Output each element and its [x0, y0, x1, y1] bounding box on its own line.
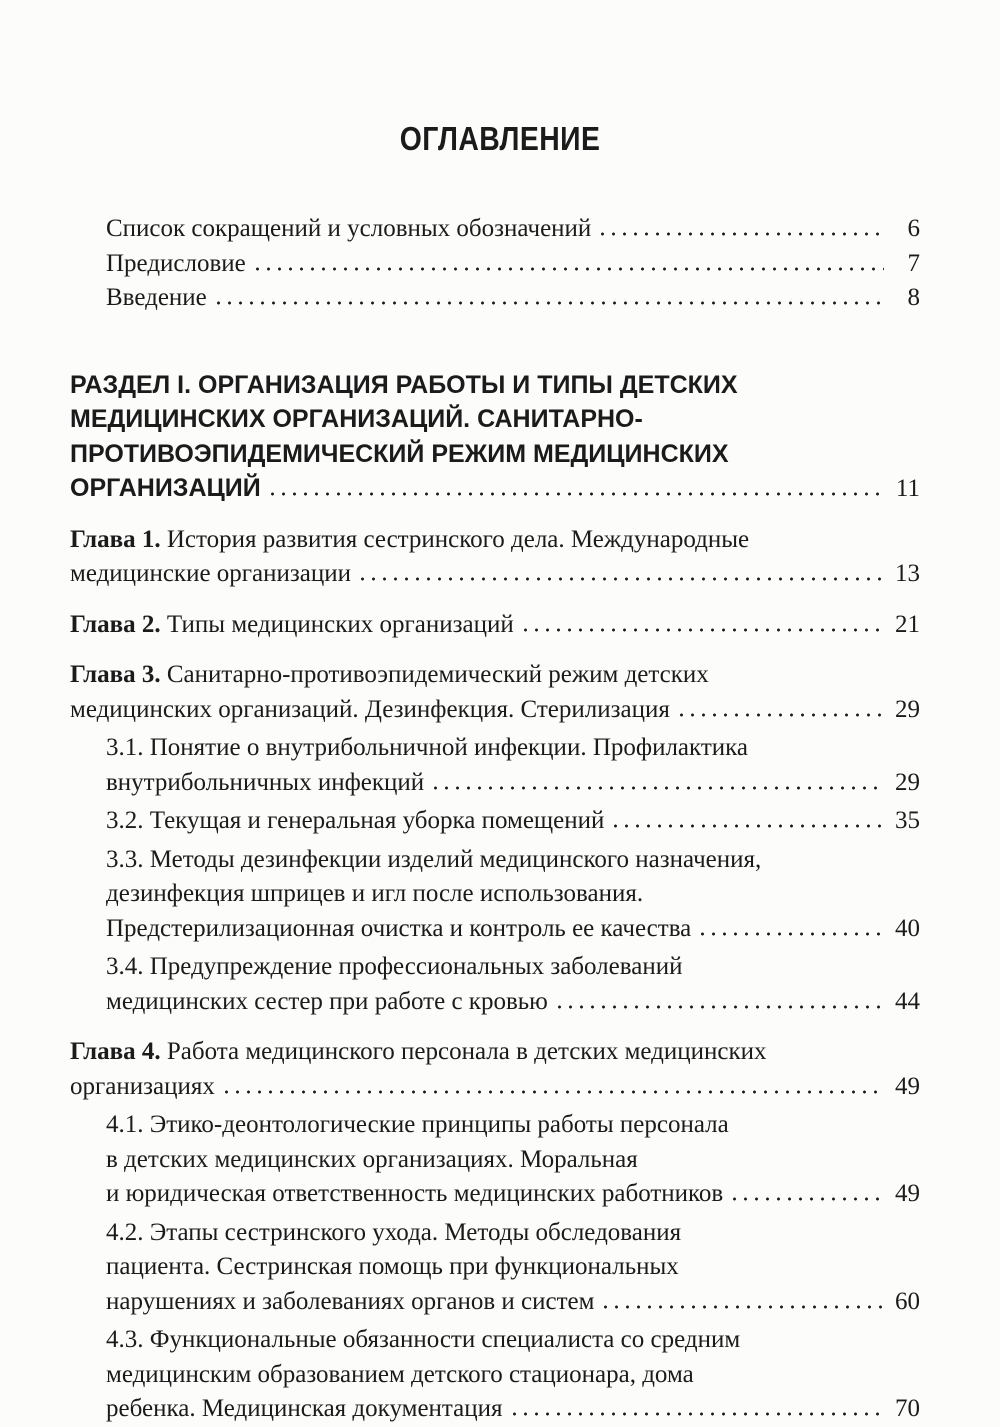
- page-number: 44: [895, 987, 920, 1015]
- chapter-label: Глава 2.: [70, 610, 161, 638]
- page-number: 35: [895, 807, 920, 834]
- toc-entry-text: пациента. Сестринская помощь при функциональных: [106, 1253, 679, 1280]
- leader-dots: [729, 1177, 884, 1201]
- toc-subsection-3-4[interactable]: [70, 950, 920, 1019]
- chapter-label: Глава 4.: [70, 1038, 161, 1065]
- leader-dots: [600, 1285, 884, 1309]
- leader-dots: [520, 608, 884, 632]
- leader-dots: [267, 472, 884, 496]
- page-number: 6: [907, 215, 920, 242]
- toc-subsection-3-3[interactable]: [70, 843, 920, 947]
- chapter-label: Глава 1.: [70, 525, 161, 553]
- page-number: 60: [895, 1287, 920, 1315]
- table-of-contents: [70, 212, 920, 1427]
- toc-entry-text: ребенка. Медицинская документация: [106, 1395, 503, 1422]
- toc-entry-text: Введение: [106, 284, 207, 311]
- toc-entry-text: 4.3. Функциональные обязанности специалиста со средним: [106, 1326, 741, 1353]
- page-number: 29: [895, 768, 920, 796]
- chapter-label: Глава 3.: [70, 661, 161, 688]
- toc-entry-text: 4.1. Этико-деонтологические принципы работы персонала: [106, 1111, 729, 1138]
- leader-dots: [252, 247, 884, 271]
- page-number: 40: [895, 914, 920, 942]
- page-title: ОГЛАВЛЕНИЕ: [399, 120, 601, 157]
- toc-subsection-4-3[interactable]: [70, 1323, 920, 1427]
- toc-subsection-3-2[interactable]: [70, 804, 920, 839]
- leader-dots: [357, 557, 884, 581]
- section-title-line: ПРОТИВОЭПИДЕМИЧЕСКИЙ РЕЖИМ МЕДИЦИНСКИХ: [70, 439, 729, 468]
- toc-section-1[interactable]: [70, 368, 920, 507]
- toc-entry-text: 3.3. Методы дезинфекции изделий медицинского назначения,: [106, 845, 762, 873]
- toc-entry-introduction[interactable]: [70, 281, 920, 316]
- toc-chapter-2[interactable]: [70, 608, 920, 643]
- section-title-line: РАЗДЕЛ I. ОРГАНИЗАЦИЯ РАБОТЫ И ТИПЫ ДЕТСКИХ: [70, 370, 738, 399]
- toc-subsection-3-1[interactable]: [70, 731, 920, 800]
- page-number: 11: [895, 475, 920, 502]
- toc-entry-text: История развития сестринского дела. Международные: [166, 525, 750, 553]
- page-number: 8: [907, 284, 920, 311]
- toc-chapter-3[interactable]: [70, 658, 920, 727]
- leader-dots: [610, 804, 884, 828]
- toc-entry-text: медицинских организаций. Дезинфекция. Стерилизация: [70, 695, 670, 723]
- toc-entry-text: медицинских сестер при работе с кровью: [106, 987, 548, 1015]
- leader-dots: [597, 212, 884, 236]
- toc-entry-text: 3.4. Предупреждение профессиональных заболеваний: [106, 953, 683, 980]
- toc-subsection-4-2[interactable]: [70, 1216, 920, 1320]
- toc-entry-text: нарушениях и заболеваниях органов и систем: [106, 1287, 595, 1315]
- toc-entry-text: медицинские организации: [70, 560, 352, 587]
- toc-chapter-1[interactable]: [70, 523, 920, 592]
- leader-dots: [509, 1392, 885, 1416]
- page-number: 21: [895, 610, 920, 638]
- toc-entry-text: Предисловие: [106, 249, 246, 277]
- leader-dots: [221, 1070, 884, 1094]
- leader-dots: [430, 766, 884, 790]
- leader-dots: [676, 693, 884, 717]
- toc-entry-text: медицинским образованием детского стационара, дома: [106, 1360, 694, 1388]
- toc-entry-text: Работа медицинского персонала в детских медицинских: [166, 1038, 767, 1065]
- toc-entry-text: организациях: [70, 1072, 215, 1100]
- toc-entry-preface[interactable]: [70, 247, 920, 282]
- toc-entry-text: Типы медицинских организаций: [166, 610, 514, 638]
- page-number: 49: [895, 1072, 920, 1100]
- leader-dots: [554, 985, 884, 1009]
- section-title-line: МЕДИЦИНСКИХ ОРГАНИЗАЦИЙ. САНИТАРНО-: [70, 405, 643, 433]
- leader-dots: [697, 912, 884, 936]
- toc-entry-abbreviations[interactable]: [70, 212, 920, 247]
- toc-entry-text: внутрибольничных инфекций: [106, 768, 425, 796]
- toc-entry-text: дезинфекция шприцев и игл после использования.: [106, 880, 644, 907]
- toc-chapter-4[interactable]: [70, 1035, 920, 1104]
- section-title-line: ОРГАНИЗАЦИЙ: [70, 474, 261, 502]
- page-number: 7: [907, 249, 920, 277]
- toc-entry-text: 3.1. Понятие о внутрибольничной инфекции. Профилактика: [106, 734, 749, 761]
- toc-entry-text: Предстерилизационная очистка и контроль ее качества: [106, 914, 692, 942]
- toc-entry-text: Санитарно-противоэпидемический режим детских: [166, 661, 709, 688]
- toc-entry-text: в детских медицинских организациях. Моральная: [106, 1145, 638, 1173]
- page-number: 70: [895, 1395, 920, 1422]
- leader-dots: [213, 281, 884, 305]
- page-number: 49: [895, 1180, 920, 1207]
- toc-subsection-4-1[interactable]: [70, 1108, 920, 1212]
- page-number: 13: [895, 560, 920, 587]
- toc-entry-text: 3.2. Текущая и генеральная уборка помещений: [106, 807, 605, 834]
- toc-entry-text: 4.2. Этапы сестринского ухода. Методы обследования: [106, 1218, 682, 1246]
- toc-entry-text: Список сокращений и условных обозначений: [106, 215, 592, 242]
- toc-entry-text: и юридическая ответственность медицинских работников: [106, 1180, 724, 1207]
- page-number: 29: [895, 695, 920, 723]
